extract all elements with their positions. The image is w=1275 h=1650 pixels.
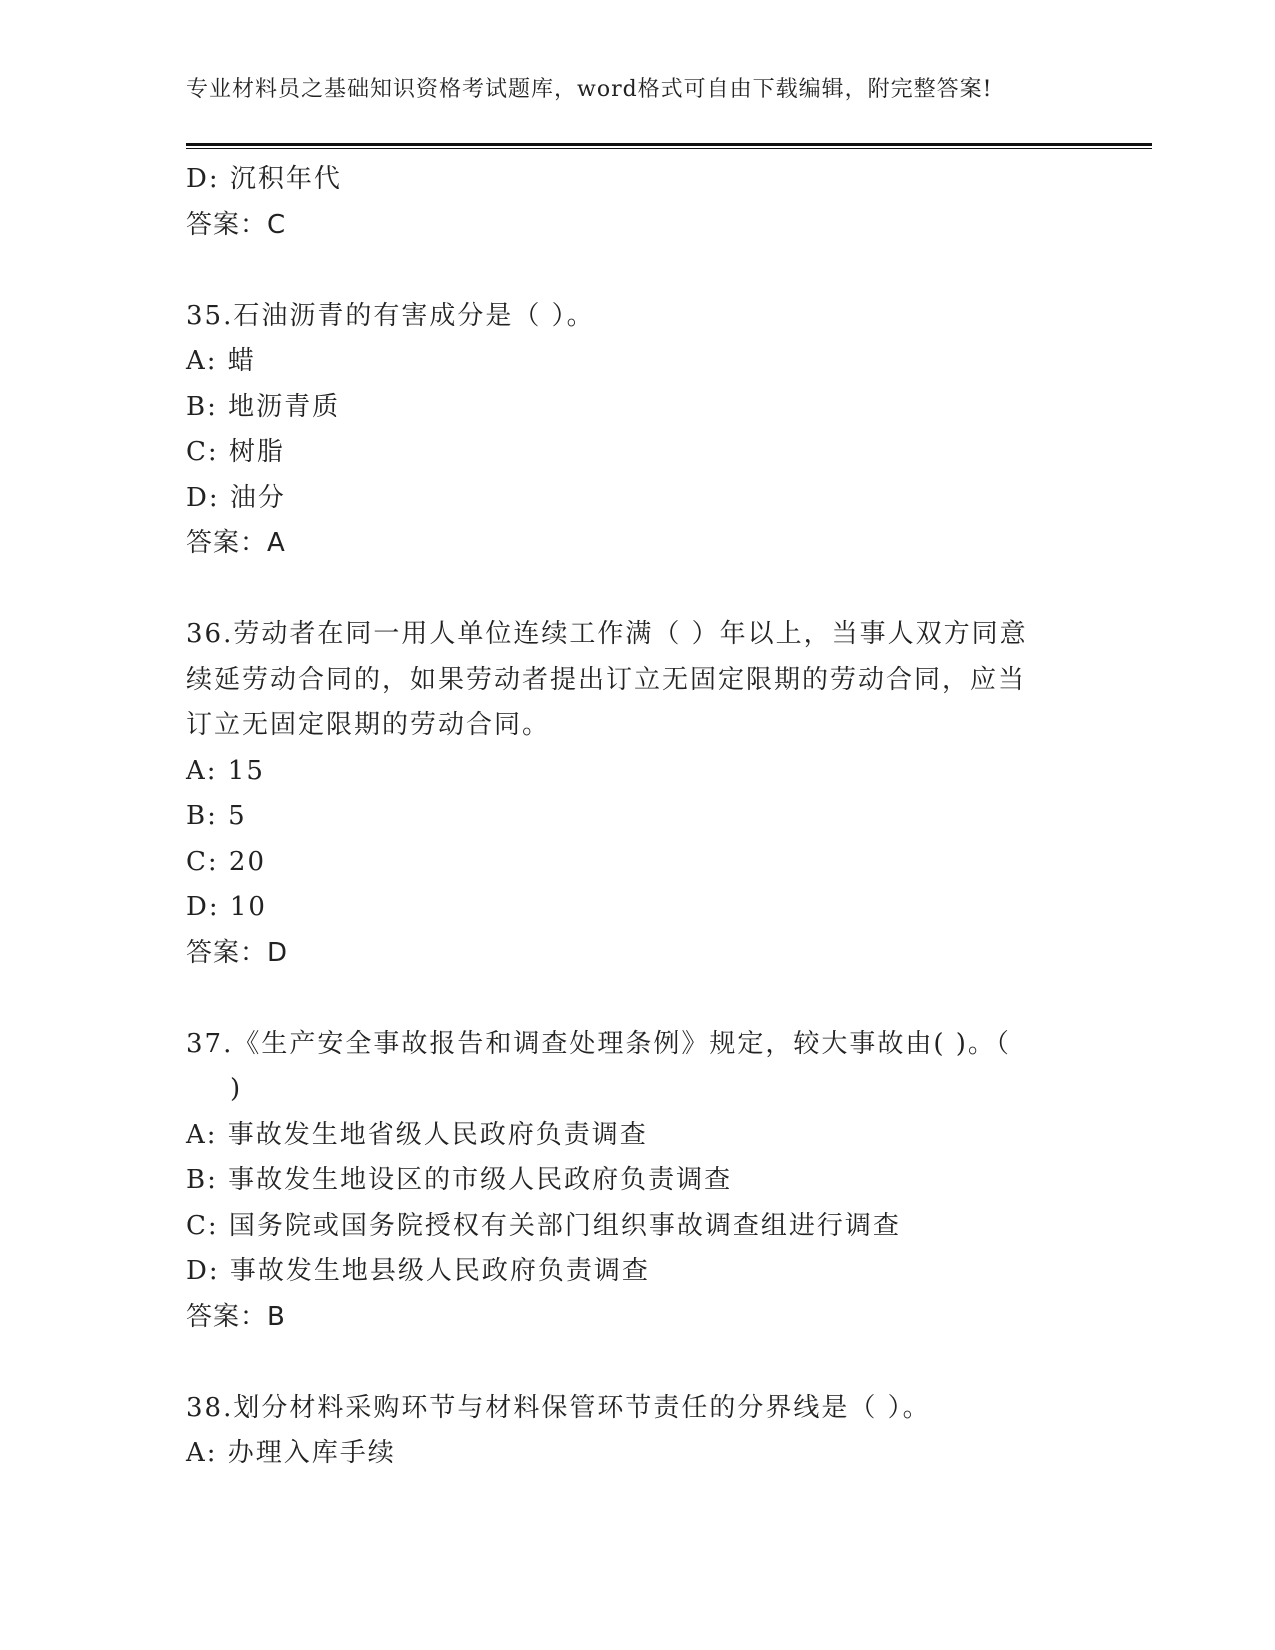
question-37-option-d: D: 事故发生地县级人民政府负责调查 xyxy=(186,1256,650,1286)
question-36-stem-line-1: 36.劳动者在同一用人单位连续工作满（ ）年以上，当事人双方同意 xyxy=(186,619,1028,649)
question-content xyxy=(186,157,1086,1477)
question-37-answer: 答案：B xyxy=(186,1301,286,1332)
header-divider-thick xyxy=(186,143,1152,146)
spacer xyxy=(186,1340,1086,1386)
question-35-option-c: C: 树脂 xyxy=(186,437,285,467)
question-38-option-a: A: 办理入库手续 xyxy=(186,1438,396,1468)
question-37-option-b: B: 事故发生地设区的市级人民政府负责调查 xyxy=(186,1165,733,1195)
question-35-answer: 答案：A xyxy=(186,528,286,558)
question-37-option-c: C: 国务院或国务院授权有关部门组织事故调查组进行调查 xyxy=(186,1210,901,1241)
prev-option-d: D: 沉积年代 xyxy=(186,164,342,194)
question-37-stem-line-1: 37.《生产安全事故报告和调查处理条例》规定，较大事故由( )。（ xyxy=(186,1028,1011,1059)
question-35-option-d: D: 油分 xyxy=(186,482,286,513)
spacer xyxy=(186,248,1086,294)
question-37-stem-line-2: ) xyxy=(230,1074,243,1104)
question-36-stem-line-3: 订立无固定限期的劳动合同。 xyxy=(186,710,551,740)
question-38-stem: 38.划分材料采购环节与材料保管环节责任的分界线是（ ）。 xyxy=(186,1392,931,1423)
question-36-option-c: C: 20 xyxy=(186,846,267,877)
question-37-option-a: A: 事故发生地省级人民政府负责调查 xyxy=(186,1119,648,1150)
spacer xyxy=(186,567,1086,613)
page-header-title: 专业材料员之基础知识资格考试题库，word格式可自由下载编辑，附完整答案! xyxy=(186,77,993,102)
spacer xyxy=(186,976,1086,1022)
question-36-option-a: A: 15 xyxy=(186,755,265,786)
prev-answer: 答案：C xyxy=(186,209,287,240)
question-36-option-b: B: 5 xyxy=(186,801,247,831)
question-35-stem: 35.石油沥青的有害成分是（ ）。 xyxy=(186,300,595,331)
question-36-stem-line-2: 续延劳动合同的，如果劳动者提出订立无固定限期的劳动合同，应当 xyxy=(186,664,1027,695)
question-36-answer: 答案：D xyxy=(186,937,289,968)
question-35-option-a: A: 蜡 xyxy=(186,346,256,376)
header-divider-thin xyxy=(186,148,1152,149)
question-35-option-b: B: 地沥青质 xyxy=(186,391,341,422)
question-36-option-d: D: 10 xyxy=(186,892,267,922)
